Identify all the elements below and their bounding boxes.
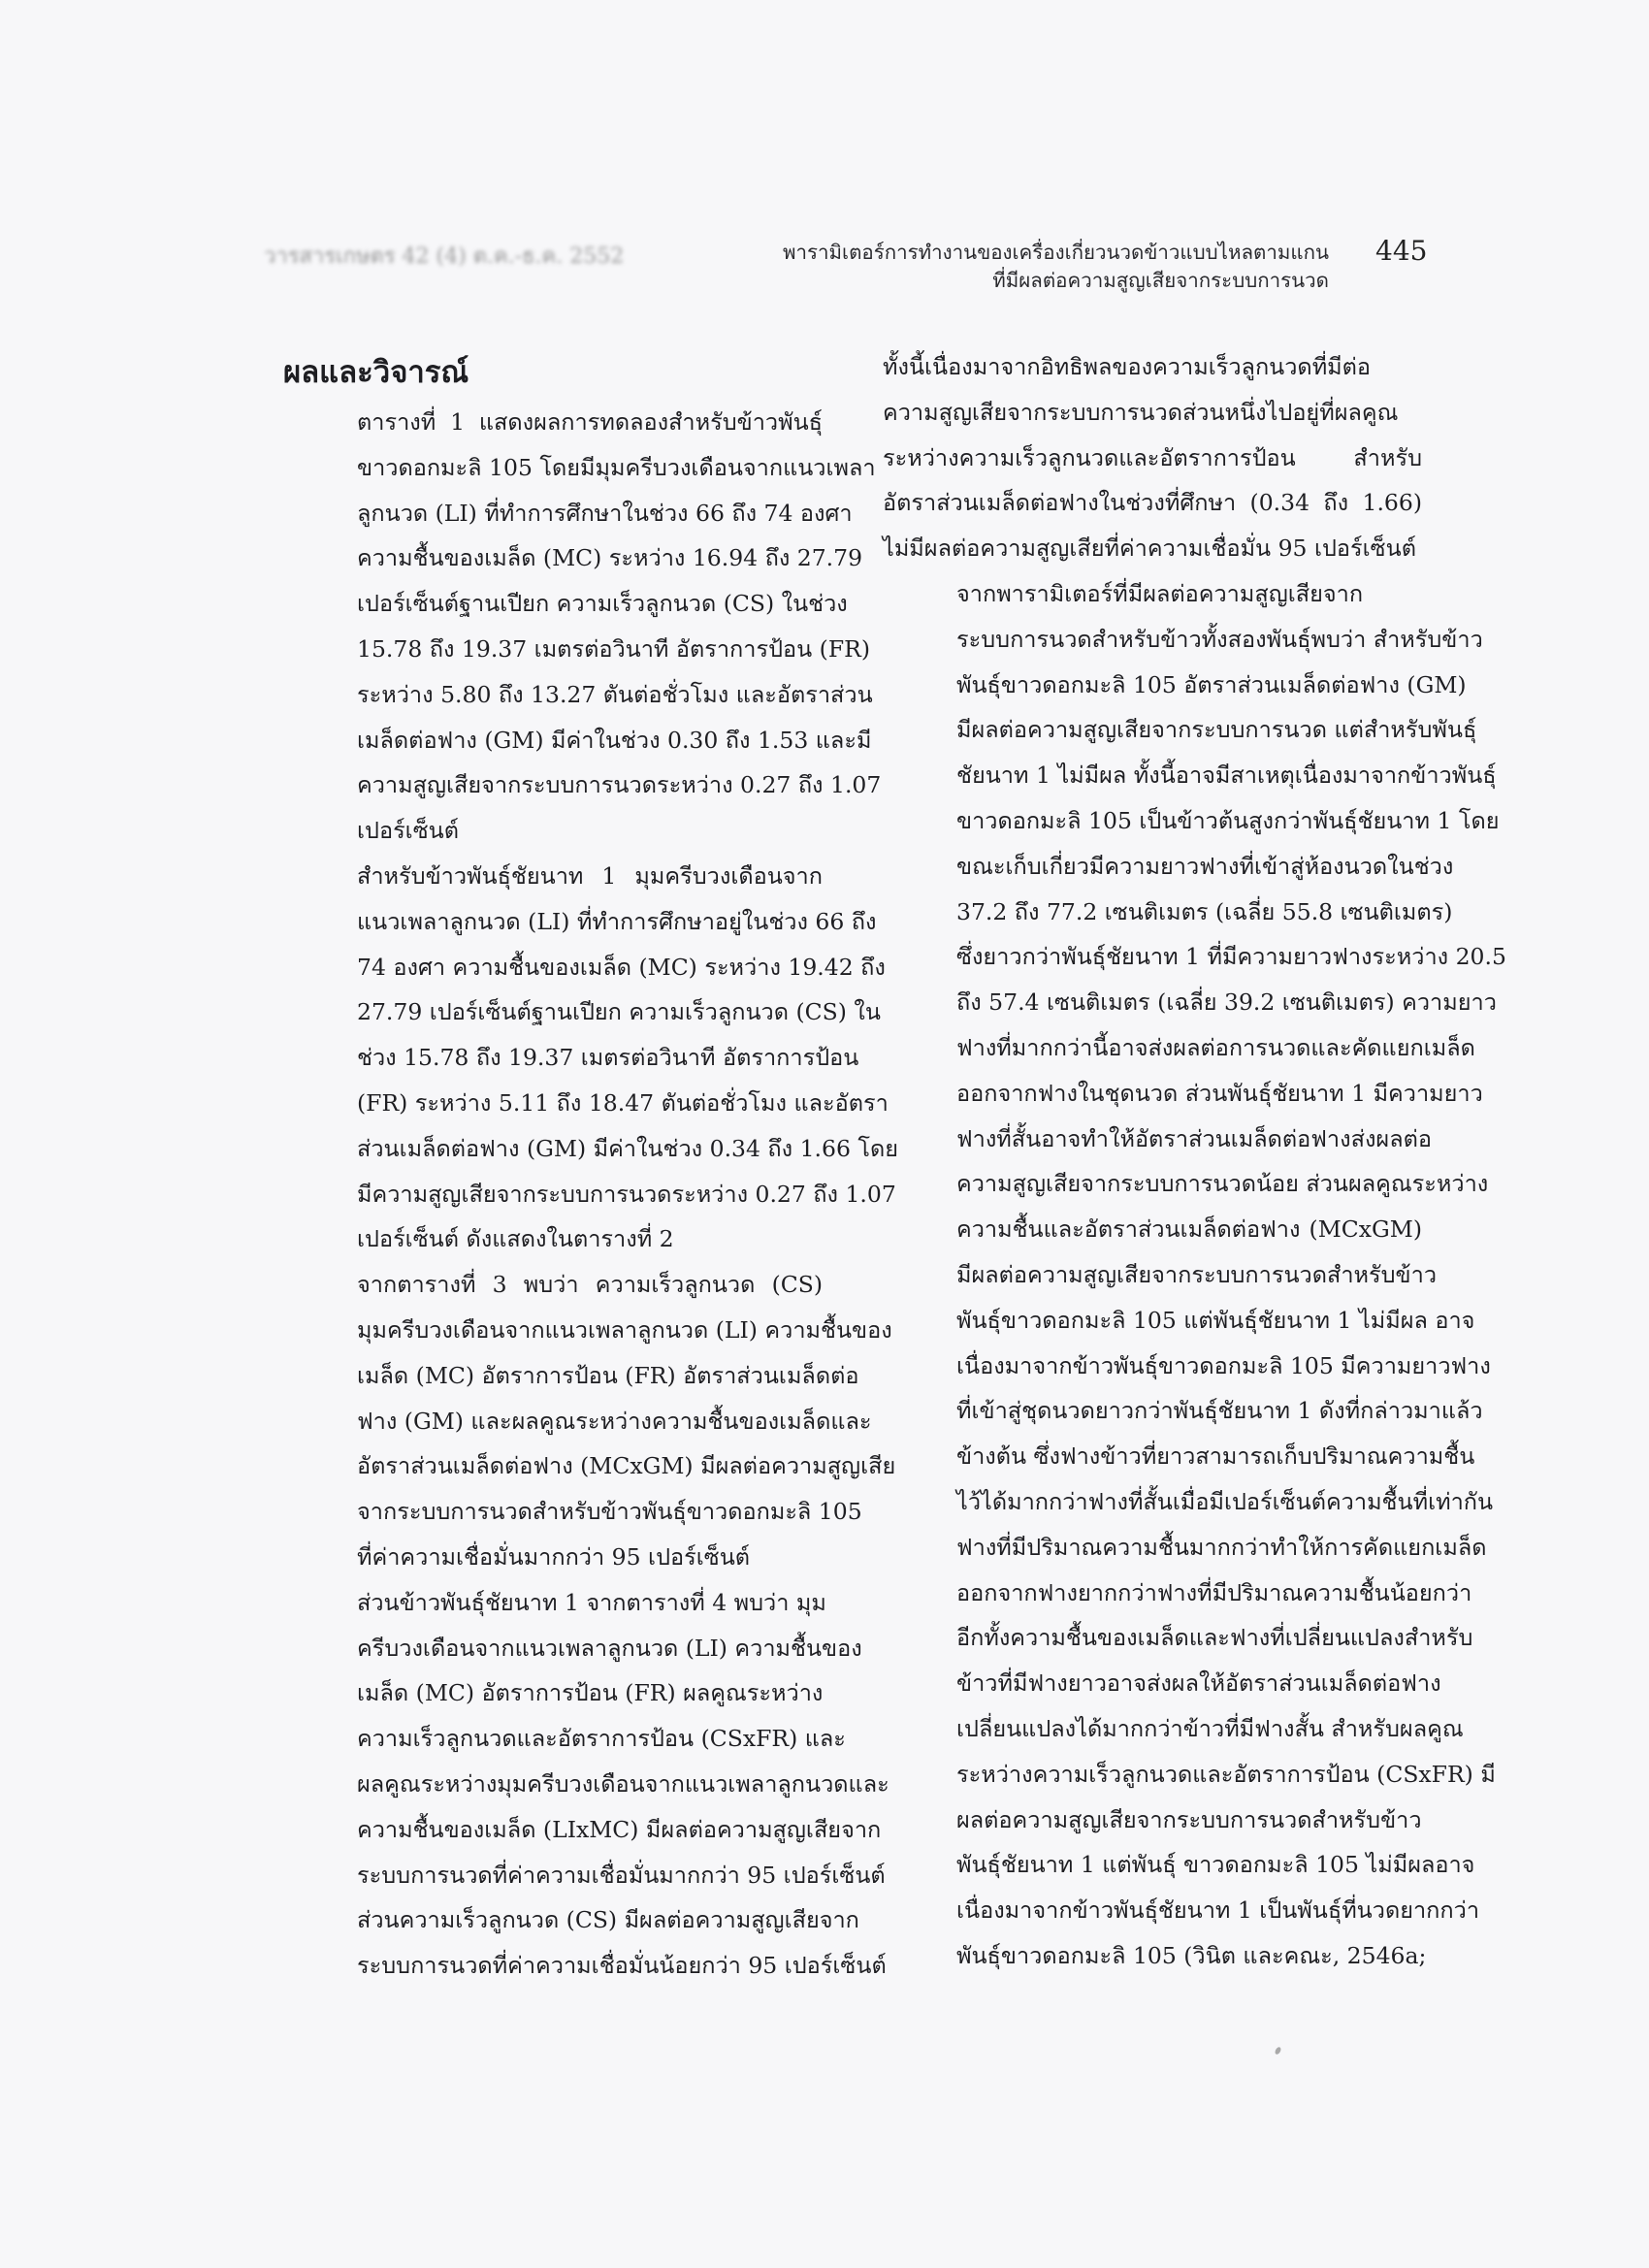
- text-line: ช่วง 15.78 ถึง 19.37 เมตรต่อวินาที อัตราการป้อน: [357, 1044, 859, 1072]
- text-line: ส่วนความเร็วลูกนวด (CS) มีผลต่อความสูญเสียจาก: [357, 1906, 859, 1934]
- text-line: 37.2 ถึง 77.2 เซนติเมตร (เฉลี่ย 55.8 เซนติเมตร): [956, 897, 1453, 925]
- text-line: อัตราส่วนเมล็ดต่อฟาง (MCxGM) มีผลต่อความสูญเสีย: [357, 1452, 896, 1480]
- text-line: เปอร์เซ็นต์ ดังแสดงในตารางที่ 2: [357, 1225, 674, 1253]
- text-line: ผลคูณระหว่างมุมครีบวงเดือนจากแนวเพลาลูกนวดและ: [357, 1769, 889, 1798]
- text-line: ตารางที่ 1 แสดงผลการทดลองสำหรับข้าวพันธุ์: [357, 408, 823, 436]
- text-line: ครีบวงเดือนจากแนวเพลาลูกนวด (LI) ความชื้นของ: [357, 1634, 862, 1662]
- text-line: ขาวดอกมะลิ 105 เป็นข้าวต้นสูงกว่าพันธุ์ชัยนาท 1 โดย: [956, 806, 1500, 834]
- text-line: ระบบการนวดสำหรับข้าวทั้งสองพันธุ์พบว่า สำหรับข้าว: [956, 625, 1483, 653]
- text-line: ความชื้นและอัตราส่วนเมล็ดต่อฟาง (MCxGM): [956, 1215, 1422, 1244]
- text-line: เปอร์เซ็นต์: [357, 817, 459, 845]
- text-line: พันธุ์ขาวดอกมะลิ 105 (วินิต และคณะ, 2546a;: [956, 1941, 1427, 1969]
- text-line: ทั้งนี้เนื่องมาจากอิทธิพลของความเร็วลูกนวดที่มีต่อ: [883, 353, 1372, 380]
- text-line: ไม่มีผลต่อความสูญเสียที่ค่าความเชื่อมั่น 95 เปอร์เซ็นต์: [883, 535, 1416, 563]
- text-line: ความเร็วลูกนวดและอัตราการป้อน (CSxFR) และ: [357, 1725, 846, 1753]
- text-line: ผลต่อความสูญเสียจากระบบการนวดสำหรับข้าว: [956, 1805, 1422, 1833]
- text-line: แนวเพลาลูกนวด (LI) ที่ทำการศึกษาอยู่ในช่วง 66 ถึง: [357, 907, 877, 935]
- text-line: 74 องศา ความชื้นของเมล็ด (MC) ระหว่าง 19.42 ถึง: [357, 953, 886, 981]
- text-line: ข้างต้น ซึ่งฟางข้าวที่ยาวสามารถเก็บปริมาณความชื้น: [956, 1442, 1475, 1471]
- text-line: ข้าวที่มีฟางยาวอาจส่งผลให้อัตราส่วนเมล็ดต่อฟาง: [956, 1669, 1441, 1698]
- paragraph: [283, 854, 899, 1262]
- text-line: ความชื้นของเมล็ด (LIxMC) มีผลต่อความสูญเสียจาก: [357, 1815, 882, 1843]
- journal-header-blurred: วารสารเกษตร 42 (4) ต.ค.-ธ.ค. 2552: [264, 244, 625, 269]
- page-number: 445: [1375, 235, 1428, 267]
- text-line: ที่เข้าสู่ชุดนวดยาวกว่าพันธุ์ชัยนาท 1 ดังที่กล่าวมาแล้ว: [956, 1397, 1483, 1425]
- text-line: เปลี่ยนแปลงได้มากกว่าข้าวที่มีฟางสั้น สำหรับผลคูณ: [956, 1714, 1464, 1742]
- text-line: ความชื้นของเมล็ด (MC) ระหว่าง 16.94 ถึง 27.79: [357, 544, 863, 572]
- text-line: สำหรับข้าวพันธุ์ชัยนาท 1 มุมครีบวงเดือนจาก: [357, 861, 823, 890]
- text-line: ชัยนาท 1 ไม่มีผล ทั้งนี้อาจมีสาเหตุเนื่องมาจากข้าวพันธุ์: [956, 761, 1497, 790]
- text-line: อีกทั้งความชื้นของเมล็ดและฟางที่เปลี่ยนแปลงสำหรับ: [956, 1624, 1473, 1652]
- text-line: 15.78 ถึง 19.37 เมตรต่อวินาที อัตราการป้อน (FR): [357, 634, 871, 663]
- text-line: เนื่องมาจากข้าวพันธุ์ชัยนาท 1 เป็นพันธุ์ที่นวดยากกว่า: [956, 1896, 1480, 1925]
- text-line: จากตารางที่ 3 พบว่า ความเร็วลูกนวด (CS): [357, 1271, 823, 1299]
- paragraph: [283, 1580, 889, 1989]
- text-line: ออกจากฟางในชุดนวด ส่วนพันธุ์ชัยนาท 1 มีความยาว: [956, 1079, 1483, 1107]
- text-line: เมล็ด (MC) อัตราการป้อน (FR) ผลคูณระหว่าง: [357, 1679, 824, 1707]
- text-line: ที่ค่าความเชื่อมั่นมากกว่า 95 เปอร์เซ็นต์: [357, 1542, 751, 1571]
- paragraph: [883, 571, 1506, 1979]
- text-line: เนื่องมาจากข้าวพันธุ์ขาวดอกมะลิ 105 มีความยาวฟาง: [956, 1351, 1491, 1379]
- text-line: ระหว่าง 5.80 ถึง 13.27 ตันต่อชั่วโมง และอัตราส่วน: [357, 680, 873, 708]
- text-line: เมล็ด (MC) อัตราการป้อน (FR) อัตราส่วนเมล็ดต่อ: [357, 1361, 859, 1389]
- text-line: ความสูญเสียจากระบบการนวดส่วนหนึ่งไปอยู่ที่ผลคูณ: [883, 398, 1399, 426]
- text-line: ฟาง (GM) และผลคูณระหว่างความชื้นของเมล็ดและ: [357, 1407, 872, 1435]
- scan-speck: [1274, 2046, 1281, 2055]
- paragraph: [283, 400, 882, 854]
- running-head-line-2: ที่มีผลต่อความสูญเสียจากระบบการนวด: [992, 269, 1329, 292]
- left-column-body: [283, 400, 899, 1989]
- paragraph: [883, 344, 1422, 571]
- text-line: ความสูญเสียจากระบบการนวดน้อย ส่วนผลคูณระหว่าง: [956, 1170, 1489, 1198]
- text-line: ส่วนข้าวพันธุ์ชัยนาท 1 จากตารางที่ 4 พบว่า มุม: [357, 1588, 826, 1616]
- text-line: ซึ่งยาวกว่าพันธุ์ชัยนาท 1 ที่มีความยาวฟางระหว่าง 20.5: [956, 943, 1506, 971]
- text-line: เมล็ดต่อฟาง (GM) มีค่าในช่วง 0.30 ถึง 1.53 และมี: [357, 726, 872, 754]
- left-column: [283, 349, 899, 1989]
- text-line: ระหว่างความเร็วลูกนวดและอัตราการป้อน สำหรับ: [883, 443, 1422, 471]
- running-head-line-1: พารามิเตอร์การทำงานของเครื่องเกี่ยวนวดข้าวแบบไหลตามแกน: [783, 241, 1329, 264]
- text-line: ขณะเก็บเกี่ยวมีความยาวฟางที่เข้าสู่ห้องนวดในช่วง: [956, 852, 1454, 880]
- text-line: ระบบการนวดที่ค่าความเชื่อมั่นน้อยกว่า 95 เปอร์เซ็นต์: [357, 1952, 887, 1980]
- text-line: มีผลต่อความสูญเสียจากระบบการนวด แต่สำหรับพันธุ์: [956, 716, 1477, 744]
- text-line: พันธุ์ขาวดอกมะลิ 105 อัตราส่วนเมล็ดต่อฟาง (GM): [956, 670, 1467, 698]
- text-line: 27.79 เปอร์เซ็นต์ฐานเปียก ความเร็วลูกนวด (CS) ใน: [357, 998, 881, 1026]
- right-column-body: [883, 344, 1506, 1979]
- running-head: [783, 239, 1329, 295]
- section-title: ผลและวิจารณ์: [283, 355, 469, 390]
- text-line: เปอร์เซ็นต์ฐานเปียก ความเร็วลูกนวด (CS) ในช่วง: [357, 590, 848, 618]
- text-line: มีผลต่อความสูญเสียจากระบบการนวดสำหรับข้าว: [956, 1260, 1438, 1288]
- right-column: [883, 344, 1506, 1979]
- text-line: ฟางที่สั้นอาจทำให้อัตราส่วนเมล็ดต่อฟางส่งผลต่อ: [956, 1124, 1432, 1152]
- text-line: ฟางที่มากกว่านี้อาจส่งผลต่อการนวดและคัดแยกเมล็ด: [956, 1033, 1475, 1061]
- text-line: ความสูญเสียจากระบบการนวดระหว่าง 0.27 ถึง 1.07: [357, 771, 882, 799]
- text-line: ส่วนเมล็ดต่อฟาง (GM) มีค่าในช่วง 0.34 ถึง 1.66 โดย: [357, 1134, 899, 1162]
- text-line: (FR) ระหว่าง 5.11 ถึง 18.47 ตันต่อชั่วโมง และอัตรา: [357, 1088, 889, 1117]
- text-line: มุมครีบวงเดือนจากแนวเพลาลูกนวด (LI) ความชื้นของ: [357, 1315, 892, 1344]
- text-line: พันธุ์ชัยนาท 1 แต่พันธุ์ ขาวดอกมะลิ 105 ไม่มีผลอาจ: [956, 1851, 1475, 1879]
- text-line: ไว้ได้มากกว่าฟางที่สั้นเมื่อมีเปอร์เซ็นต์ความชื้นที่เท่ากัน: [956, 1487, 1494, 1515]
- text-line: จากพารามิเตอร์ที่มีผลต่อความสูญเสียจาก: [956, 579, 1364, 607]
- text-line: ถึง 57.4 เซนติเมตร (เฉลี่ย 39.2 เซนติเมตร) ความยาว: [956, 988, 1497, 1017]
- text-line: ออกจากฟางยากกว่าฟางที่มีปริมาณความชื้นน้อยกว่า: [956, 1578, 1472, 1606]
- text-line: มีความสูญเสียจากระบบการนวดระหว่าง 0.27 ถึง 1.07: [357, 1180, 896, 1208]
- text-line: อัตราส่วนเมล็ดต่อฟางในช่วงที่ศึกษา (0.34 ถึง 1.66): [883, 489, 1422, 517]
- text-line: ระหว่างความเร็วลูกนวดและอัตราการป้อน (CSxFR) มี: [956, 1760, 1496, 1788]
- text-line: ขาวดอกมะลิ 105 โดยมีมุมครีบวงเดือนจากแนวเพลา: [357, 453, 876, 481]
- paragraph: [283, 1262, 896, 1580]
- text-line: ฟางที่มีปริมาณความชื้นมากกว่าทำให้การคัดแยกเมล็ด: [956, 1533, 1487, 1561]
- text-line: ลูกนวด (LI) ที่ทำการศึกษาในช่วง 66 ถึง 74 องศา: [357, 499, 853, 527]
- text-line: จากระบบการนวดสำหรับข้าวพันธุ์ขาวดอกมะลิ 105: [357, 1498, 862, 1526]
- text-line: พันธุ์ขาวดอกมะลิ 105 แต่พันธุ์ชัยนาท 1 ไม่มีผล อาจ: [956, 1306, 1475, 1334]
- text-line: ระบบการนวดที่ค่าความเชื่อมั่นมากกว่า 95 เปอร์เซ็นต์: [357, 1861, 886, 1889]
